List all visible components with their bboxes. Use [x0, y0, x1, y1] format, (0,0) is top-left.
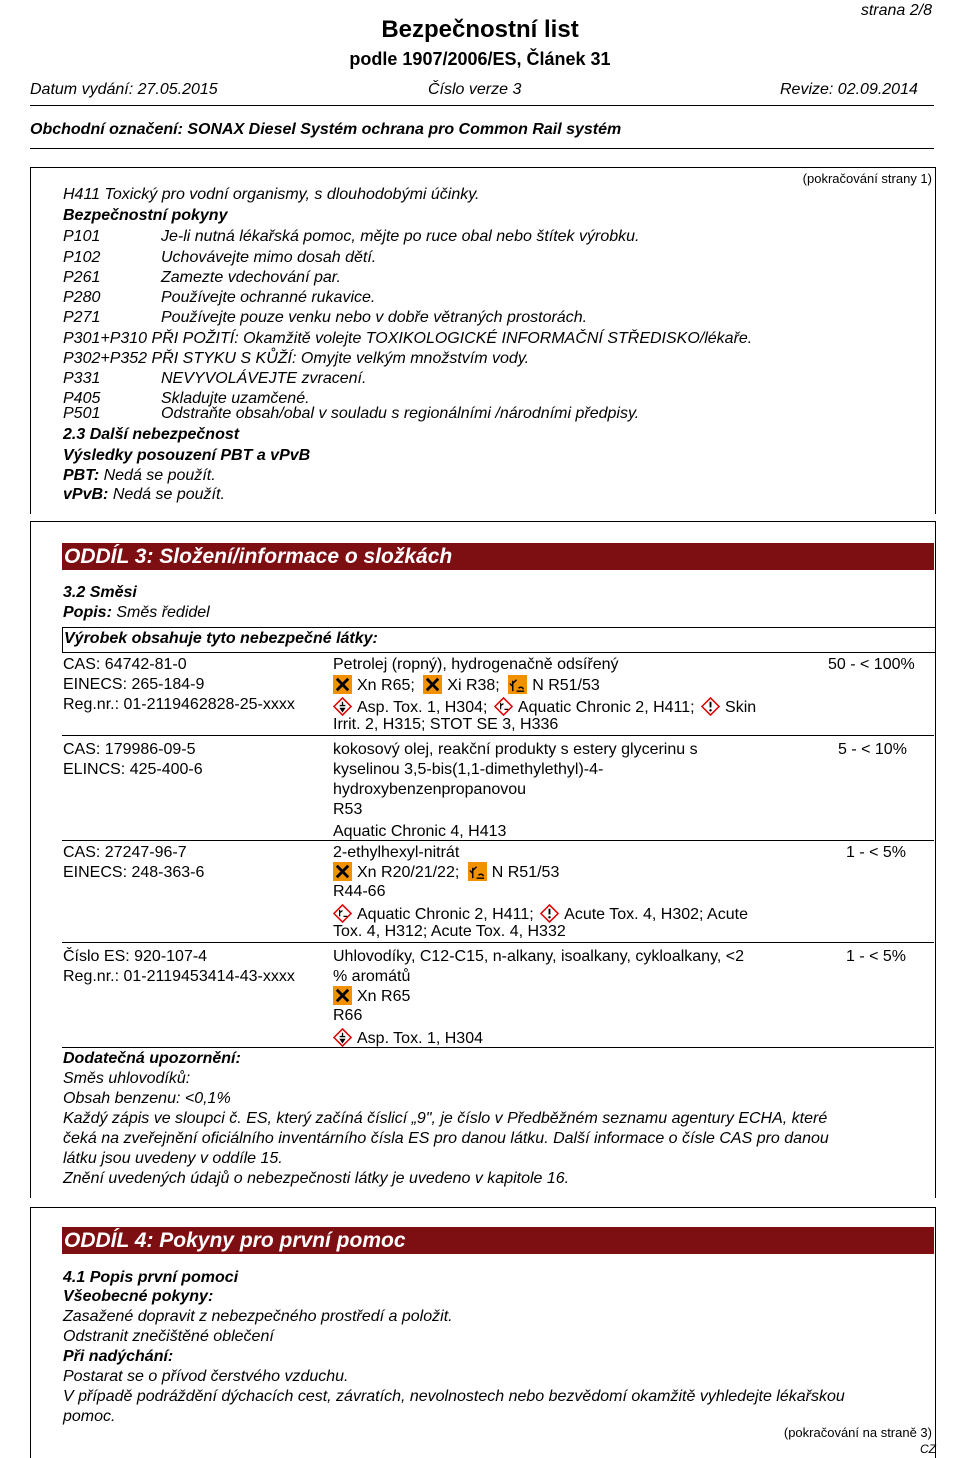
precaution-code: P405	[63, 390, 101, 407]
class-text: Xn R20/21/22;	[357, 864, 460, 881]
trade-name: Obchodní označení: SONAX Diesel Systém ochrana pro Common Rail systém	[30, 121, 622, 138]
substance-4-name-line-2: % aromátů	[333, 968, 411, 985]
substance-4-r-phrase: R66	[333, 1007, 363, 1024]
inhalation-line: pomoc.	[63, 1408, 116, 1425]
precaution-text: Je-li nutná lékařská pomoc, mějte po ruce obal nebo štítek výrobku.	[161, 228, 640, 245]
harmful-x-icon	[333, 986, 352, 1005]
health-hazard-diamond-icon	[333, 1028, 352, 1047]
substance-2-name-line-2: kyselinou 3,5-bis(1,1-dimethylethyl)-4-	[333, 761, 604, 778]
precaution-p301-p310: P301+P310 PŘI POŽITÍ: Okamžitě volejte TOXIKOLOGICKÉ INFORMAČNÍ STŘEDISKO/lékaře.	[63, 330, 753, 347]
additional-notes-heading: Dodatečná upozornění:	[63, 1050, 241, 1067]
country-code: CZ	[920, 1442, 936, 1456]
other-hazards-heading: 2.3 Další nebezpečnost	[63, 426, 240, 443]
substance-1-reg	[63, 695, 295, 715]
additional-note-line: Znění uvedených údajů o nebezpečnosti látky je uvedeno v kapitole 16.	[63, 1170, 570, 1187]
substance-2-cas: CAS: 179986-09-5	[63, 741, 196, 758]
precaution-text: Odstraňte obsah/obal v souladu s regionálními /národními předpisy.	[161, 405, 640, 422]
class-text: Xn R65	[357, 988, 411, 1005]
class-text: Asp. Tox. 1, H304;	[357, 699, 488, 716]
precaution-code: P101	[63, 228, 101, 245]
revision-date: Revize: 02.09.2014	[780, 81, 918, 98]
environment-dead-tree-icon	[468, 862, 487, 881]
inhalation-heading: Při nadýchání:	[63, 1348, 174, 1365]
inhalation-line: Postarat se o přívod čerstvého vzduchu.	[63, 1368, 349, 1385]
precaution-code: P501	[63, 405, 101, 422]
precaution-code: P331	[63, 370, 101, 387]
harmful-x-icon	[333, 862, 352, 881]
substance-1-dsd-class	[333, 675, 600, 696]
class-text: Aquatic Chronic 2, H411;	[357, 906, 534, 923]
precaution-text: Zamezte vdechování par.	[161, 269, 341, 286]
vpvb-value: Nedá se použít.	[112, 486, 225, 503]
vpvb-line	[63, 485, 225, 505]
inhalation-line: V případě podráždění dýchacích cest, závratích, nevolnostech nebo bezvědomí okamžitě vyhledejte lékařskou	[63, 1388, 845, 1405]
mixtures-heading: 3.2 Směsi	[63, 584, 137, 601]
substance-4-dsd-class	[333, 986, 410, 1007]
general-instruction-line: Zasažené dopravit z nebezpečného prostředí a položit.	[63, 1308, 453, 1325]
substance-4-concentration: 1 - < 5%	[846, 948, 907, 965]
trade-name-divider	[30, 148, 934, 149]
reg-value: 01-2119462828-25-xxxx	[123, 696, 295, 713]
harmful-x-icon	[333, 675, 352, 694]
reg-value: 01-2119453414-43-xxxx	[123, 968, 295, 985]
page-number: strana 2/8	[860, 2, 932, 19]
substance-4-clp-class	[333, 1028, 483, 1049]
substance-2-name-line-1: kokosový olej, reakční produkty s estery glycerinu s	[333, 741, 698, 758]
environment-diamond-icon	[494, 697, 513, 716]
general-instruction-line: Odstranit znečištěné oblečení	[63, 1328, 274, 1345]
substance-1-cas: CAS: 64742-81-0	[63, 656, 187, 673]
continuation-from-page: (pokračování strany 1)	[802, 171, 932, 186]
header-divider	[30, 105, 934, 106]
vpvb-label: vPvB:	[63, 486, 109, 503]
precaution-code: P271	[63, 309, 101, 326]
substance-3-clp-continued: Tox. 4, H312; Acute Tox. 4, H332	[333, 923, 566, 940]
precaution-code: P261	[63, 269, 101, 286]
general-instructions-heading: Všeobecné pokyny:	[63, 1288, 214, 1305]
class-text: N R51/53	[491, 864, 560, 881]
class-text: N R51/53	[532, 677, 600, 694]
table-bottom-border	[62, 1047, 934, 1048]
health-hazard-diamond-icon	[333, 697, 352, 716]
section-4-banner: ODDÍL 4: Pokyny pro první pomoc	[62, 1227, 934, 1254]
exclamation-diamond-icon	[701, 697, 720, 716]
table-row-divider	[62, 735, 934, 736]
reg-label: Reg.nr.:	[63, 696, 120, 713]
table-row-divider	[62, 942, 934, 943]
pbt-value: Nedá se použít.	[103, 467, 216, 484]
substances-table-title: Výrobek obsahuje tyto nebezpečné látky:	[64, 630, 378, 647]
pbt-assessment-heading: Výsledky posouzení PBT a vPvB	[63, 447, 311, 464]
pbt-label: PBT:	[63, 467, 100, 484]
substance-2-r-phrase: R53	[333, 801, 363, 818]
reg-label: Reg.nr.:	[63, 968, 120, 985]
substance-2-clp-class: Aquatic Chronic 4, H413	[333, 823, 507, 840]
substance-3-cas: CAS: 27247-96-7	[63, 844, 187, 861]
substance-2-concentration: 5 - < 10%	[838, 741, 907, 758]
substance-3-einecs: EINECS: 248-363-6	[63, 864, 205, 881]
substance-2-name-line-3: hydroxybenzenpropanovou	[333, 781, 527, 798]
substance-1-clp-continued: Irrit. 2, H315; STOT SE 3, H336	[333, 716, 559, 733]
class-text: Xi R38;	[447, 677, 500, 694]
substance-4-reg	[63, 967, 295, 987]
precaution-text: Používejte ochranné rukavice.	[161, 289, 376, 306]
precautions-heading: Bezpečnostní pokyny	[63, 207, 228, 224]
substance-3-name: 2-ethylhexyl-nitrát	[333, 844, 460, 861]
issue-date: Datum vydání: 27.05.2015	[30, 81, 218, 98]
description-value: Směs ředidel	[116, 604, 210, 621]
hazard-statement-h411: H411 Toxický pro vodní organismy, s dlouhodobými účinky.	[63, 186, 480, 203]
irritant-x-icon	[423, 675, 442, 694]
pbt-line	[63, 466, 216, 486]
document-subtitle: podle 1907/2006/ES, Článek 31	[349, 49, 611, 69]
substance-3-concentration: 1 - < 5%	[846, 844, 907, 861]
exclamation-diamond-icon	[540, 904, 559, 923]
additional-note-line: čeká na zveřejnění oficiálního inventárního čísla ES pro danou látku. Další informace o čísle CAS pro danou	[63, 1130, 829, 1147]
section-3-banner: ODDÍL 3: Složení/informace o složkách	[62, 543, 934, 570]
class-text: Asp. Tox. 1, H304	[357, 1030, 483, 1047]
precaution-code: P102	[63, 249, 101, 266]
precaution-text: Používejte pouze venku nebo v dobře větraných prostorách.	[161, 309, 588, 326]
substance-1-name: Petrolej (ropný), hydrogenačně odsířený	[333, 656, 619, 673]
additional-note-line: Obsah benzenu: <0,1%	[63, 1090, 231, 1107]
document-title: Bezpečnostní list	[381, 16, 579, 43]
precaution-text: Skladujte uzamčené.	[161, 390, 310, 407]
environment-diamond-icon	[333, 904, 352, 923]
description-line	[63, 603, 210, 623]
substance-3-r-phrase: R44-66	[333, 883, 386, 900]
precaution-p302-p352: P302+P352 PŘI STYKU S KŮŽÍ: Omyjte velkým množstvím vody.	[63, 350, 530, 367]
continuation-to-page: (pokračování na straně 3)	[783, 1425, 932, 1440]
class-text: Acute Tox. 4, H302; Acute	[564, 906, 748, 923]
substance-1-concentration: 50 - < 100%	[828, 656, 915, 673]
precaution-text: Uchovávejte mimo dosah dětí.	[161, 249, 377, 266]
precaution-code: P280	[63, 289, 101, 306]
version-number: Číslo verze 3	[428, 81, 522, 98]
first-aid-heading: 4.1 Popis první pomoci	[63, 1269, 239, 1286]
substance-2-elincs: ELINCS: 425-400-6	[63, 761, 203, 778]
class-text: Xn R65;	[357, 677, 415, 694]
substance-4-ec-number: Číslo ES: 920-107-4	[63, 948, 208, 965]
additional-note-line: Každý zápis ve sloupci č. ES, který začíná číslicí „9", je číslo v Předběžném seznamu agentury ECHA, které	[63, 1110, 828, 1127]
class-text: Aquatic Chronic 2, H411;	[517, 699, 695, 716]
additional-note-line: látku jsou uvedeny v oddíle 15.	[63, 1150, 283, 1167]
substance-3-dsd-class	[333, 862, 559, 883]
precaution-text: NEVYVOLÁVEJTE zvracení.	[161, 370, 367, 387]
substance-4-name-line-1: Uhlovodíky, C12-C15, n-alkany, isoalkany, cykloalkany, <2	[333, 948, 745, 965]
environment-dead-tree-icon	[508, 675, 527, 694]
additional-note-line: Směs uhlovodíků:	[63, 1070, 191, 1087]
substance-1-einecs: EINECS: 265-184-9	[63, 676, 205, 693]
class-text: Skin	[725, 699, 757, 716]
description-label: Popis:	[63, 604, 112, 621]
table-row-divider	[62, 840, 934, 841]
